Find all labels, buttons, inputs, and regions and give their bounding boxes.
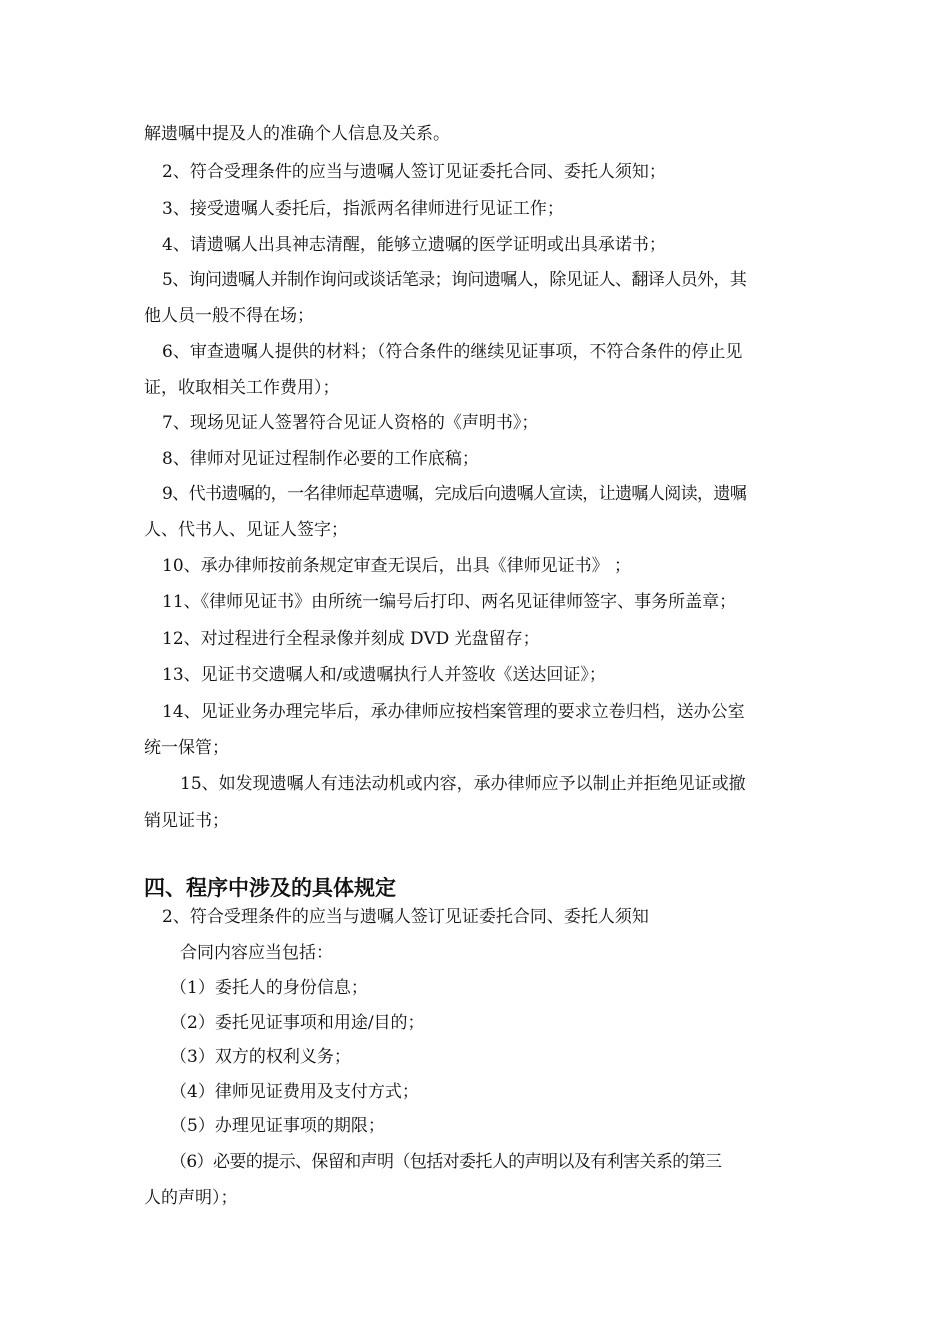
- step-13-line: 13、见证书交遗嘱人和/或遗嘱执行人并签收《送达回证》；: [162, 665, 606, 685]
- step-6-continuation: 证，收取相关工作费用）；: [144, 378, 340, 398]
- contract-item-3: （3）双方的权利义务；: [170, 1047, 351, 1067]
- step-14-continuation: 统一保管；: [144, 738, 229, 758]
- contract-item-2: （2）委托见证事项和用途/目的；: [170, 1013, 425, 1033]
- step-10-line: 10、承办律师按前条规定审查无误后，出具《律师见证书》 ；: [162, 556, 632, 576]
- step-8-line: 8、律师对见证过程制作必要的工作底稿；: [162, 449, 479, 469]
- step-15-line: 15、如发现遗嘱人有违法动机或内容，承办律师应予以制止并拒绝见证或撤: [180, 774, 746, 794]
- contract-item-6-continuation: 人的声明）；: [144, 1188, 238, 1208]
- step-9-line: 9、代书遗嘱的，一名律师起草遗嘱，完成后向遗嘱人宣读，让遗嘱人阅读，遗嘱: [162, 484, 747, 504]
- section-heading: 四、程序中涉及的具体规定: [144, 875, 396, 900]
- contract-intro-line: 2、符合受理条件的应当与遗嘱人签订见证委托合同、委托人须知: [162, 907, 649, 927]
- step-15-continuation: 销见证书；: [144, 811, 229, 831]
- contract-item-1: （1）委托人的身份信息；: [170, 978, 368, 998]
- step-3-line: 3、接受遗嘱人委托后，指派两名律师进行见证工作；: [162, 199, 564, 219]
- contract-contents-label: 合同内容应当包括：: [180, 943, 333, 963]
- step-5-line: 5、询问遗嘱人并制作询问或谈话笔录；询问遗嘱人，除见证人、翻译人员外，其: [162, 270, 747, 290]
- contract-item-5: （5）办理见证事项的期限；: [170, 1116, 385, 1136]
- step-9-continuation: 人、代书人、见证人签字；: [144, 520, 348, 540]
- step-2-line: 2、符合受理条件的应当与遗嘱人签订见证委托合同、委托人须知；: [162, 162, 666, 182]
- step-14-line: 14、见证业务办理完毕后，承办律师应按档案管理的要求立卷归档，送办公室: [162, 702, 745, 722]
- step-6-line: 6、审查遗嘱人提供的材料；（符合条件的继续见证事项，不符合条件的停止见: [162, 342, 743, 362]
- step-7-line: 7、现场见证人签署符合见证人资格的《声明书》；: [162, 413, 539, 433]
- step-12-line: 12、对过程进行全程录像并刻成 DVD 光盘留存；: [162, 629, 540, 649]
- step-5-continuation: 他人员一般不得在场；: [144, 306, 314, 326]
- step-11-line: 11、《律师见证书》由所统一编号后打印、两名见证律师签字、事务所盖章；: [162, 592, 737, 612]
- text-line: 解遗嘱中提及人的准确个人信息及关系。: [144, 124, 450, 144]
- contract-item-6: （6）必要的提示、保留和声明（包括对委托人的声明以及有利害关系的第三: [170, 1152, 722, 1172]
- contract-item-4: （4）律师见证费用及支付方式；: [170, 1082, 419, 1102]
- step-4-line: 4、请遗嘱人出具神志清醒，能够立遗嘱的医学证明或出具承诺书；: [162, 235, 666, 255]
